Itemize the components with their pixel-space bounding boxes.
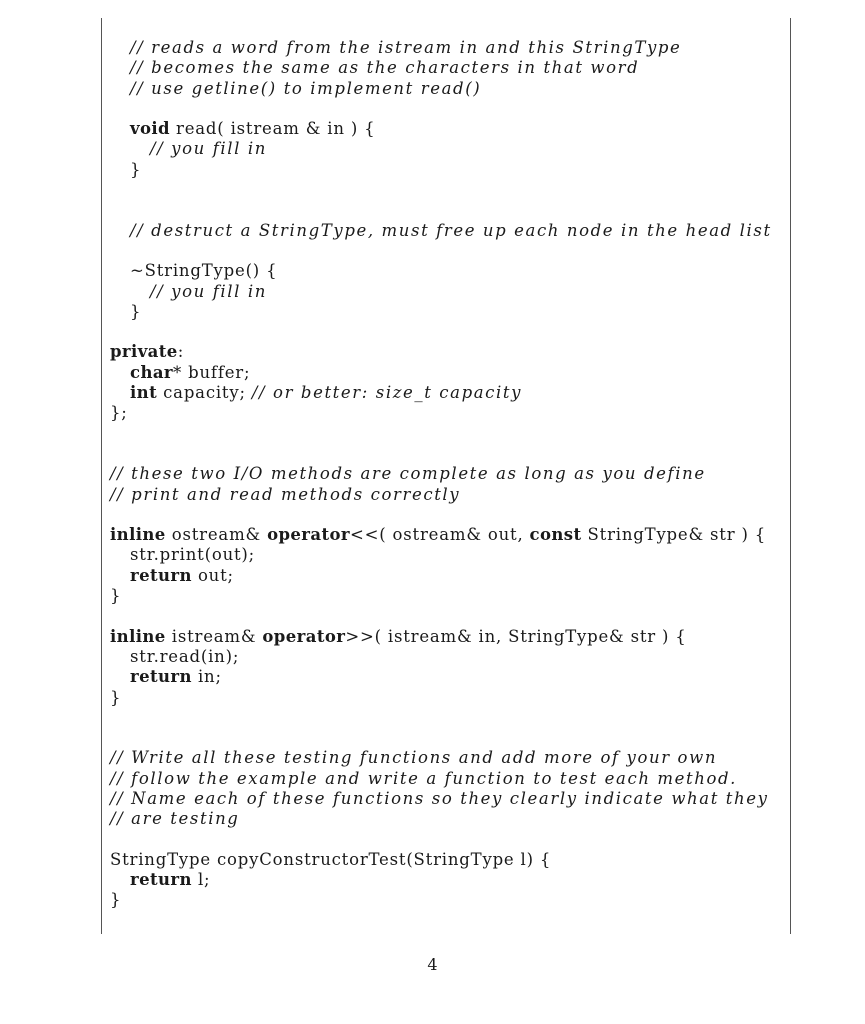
code-line [110, 139, 786, 159]
code-text: } [130, 301, 142, 321]
code-line [110, 160, 786, 180]
code-line [110, 606, 786, 626]
code-line [110, 789, 786, 809]
code-keyword: return [130, 565, 192, 585]
code-line [110, 545, 786, 565]
code-keyword: inline [110, 525, 166, 545]
code-text: <<( ostream& out, [350, 525, 530, 545]
code-keyword: operator [262, 626, 346, 646]
code-keyword: void [130, 119, 170, 139]
code-comment: // are testing [110, 809, 240, 829]
code-keyword: private [110, 342, 178, 362]
code-line [110, 180, 786, 200]
code-line [110, 38, 786, 58]
code-text: out; [191, 565, 234, 585]
code-text: StringType copyConstructorTest(StringType l) { [110, 849, 552, 869]
code-line [110, 708, 786, 728]
code-text: } [110, 687, 122, 707]
code-line [110, 525, 786, 545]
code-line [110, 870, 786, 890]
code-comment: // or better: size_t capacity [251, 383, 523, 403]
code-comment: // follow the example and write a function to test each method. [110, 768, 737, 788]
code-line [110, 566, 786, 586]
listing-frame-left [101, 18, 102, 934]
code-keyword: char [130, 362, 174, 382]
code-line [110, 890, 786, 910]
code-line [110, 302, 786, 322]
code-line [110, 748, 786, 768]
code-line [110, 241, 786, 261]
code-line [110, 505, 786, 525]
code-keyword: inline [110, 626, 166, 646]
code-line [110, 688, 786, 708]
code-line [110, 79, 786, 99]
code-text: * buffer; [173, 362, 251, 382]
code-text: StringType& str ) { [581, 525, 767, 545]
code-line [110, 667, 786, 687]
code-text: } [130, 159, 142, 179]
code-keyword: return [130, 870, 192, 890]
code-text: istream& [165, 626, 263, 646]
code-keyword: return [130, 667, 192, 687]
code-line [110, 444, 786, 464]
code-line [110, 647, 786, 667]
page-number: 4 [427, 955, 438, 974]
listing-frame-right [790, 18, 791, 934]
code-line [110, 403, 786, 423]
code-text: capacity; [157, 383, 252, 403]
code-line [110, 322, 786, 342]
code-line [110, 221, 786, 241]
code-comment: // destruct a StringType, must free up each node in the head list [130, 220, 772, 240]
code-comment: // print and read methods correctly [110, 484, 461, 504]
code-line [110, 485, 786, 505]
code-text: >>( istream& in, StringType& str ) { [345, 626, 687, 646]
code-text: l; [191, 870, 211, 890]
code-line [110, 363, 786, 383]
code-line [110, 586, 786, 606]
code-line [110, 200, 786, 220]
code-comment: // reads a word from the istream in and this StringType [130, 38, 682, 57]
code-line [110, 728, 786, 748]
code-comment: // Name each of these functions so they clearly indicate what they [110, 788, 769, 808]
code-line [110, 769, 786, 789]
code-text: in; [191, 667, 222, 687]
code-comment: // use getline() to implement read() [130, 78, 482, 98]
code-text: str.print(out); [130, 545, 256, 565]
code-keyword: operator [267, 525, 351, 545]
code-text: }; [110, 403, 128, 423]
code-text: } [110, 586, 122, 606]
code-keyword: const [529, 525, 582, 545]
code-text: } [110, 890, 122, 910]
code-line [110, 830, 786, 850]
code-comment: // you fill in [150, 139, 267, 159]
code-line [110, 119, 786, 139]
code-keyword: int [130, 383, 158, 403]
code-comment: // these two I/O methods are complete as long as you define [110, 464, 706, 484]
code-comment: // becomes the same as the characters in that word [130, 58, 640, 78]
code-line [110, 282, 786, 302]
code-text: ostream& [165, 525, 268, 545]
code-text: read( istream & in ) { [170, 119, 376, 139]
code-line [110, 261, 786, 281]
code-line [110, 850, 786, 870]
code-text: : [177, 342, 185, 362]
code-line [110, 809, 786, 829]
code-comment: // you fill in [150, 281, 267, 301]
code-line [110, 99, 786, 119]
code-text: ~StringType() { [130, 261, 278, 281]
code-listing [110, 38, 786, 911]
code-line [110, 464, 786, 484]
code-line [110, 342, 786, 362]
code-comment: // Write all these testing functions and add more of your own [110, 748, 718, 768]
code-line [110, 424, 786, 444]
code-line [110, 627, 786, 647]
code-text: str.read(in); [130, 646, 240, 666]
code-line [110, 58, 786, 78]
code-line [110, 383, 786, 403]
